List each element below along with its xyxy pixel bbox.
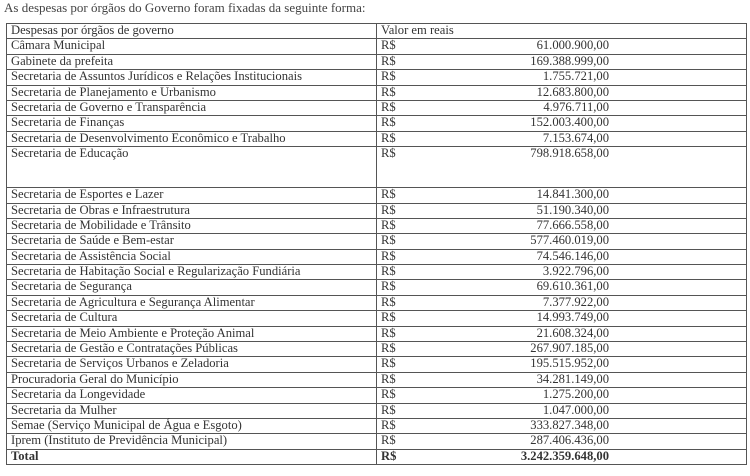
amount-cell	[425, 403, 747, 418]
amount-cell	[425, 357, 747, 372]
table-row	[7, 203, 747, 218]
amount-value: 333.827.348,00	[530, 417, 609, 432]
amount-value: 7.153.674,00	[542, 130, 609, 145]
currency-symbol: R$	[377, 280, 426, 295]
amount-cell	[425, 218, 747, 233]
table-row	[7, 218, 747, 233]
amount-cell	[425, 147, 747, 188]
currency-symbol: R$	[377, 147, 426, 188]
currency-symbol: R$	[377, 418, 426, 433]
table-row	[7, 311, 747, 326]
amount-cell	[425, 188, 747, 203]
amount-value: 577.460.019,00	[530, 233, 609, 248]
expenses-table	[6, 23, 747, 465]
amount-cell	[425, 342, 747, 357]
amount-cell	[425, 203, 747, 218]
currency-symbol: R$	[377, 388, 426, 403]
table-row	[7, 280, 747, 295]
agency-name: Secretaria de Educação	[7, 147, 377, 188]
header-agency: Despesas por órgãos de governo	[7, 24, 377, 39]
amount-value: 3.242.359.648,00	[520, 448, 609, 463]
currency-symbol: R$	[377, 311, 426, 326]
amount-cell	[425, 295, 747, 310]
currency-symbol: R$	[377, 131, 426, 146]
currency-symbol: R$	[377, 116, 426, 131]
amount-value: 7.377.922,00	[542, 294, 609, 309]
amount-value: 4.976.711,00	[543, 99, 609, 114]
amount-value: 77.666.558,00	[536, 217, 609, 232]
agency-name: Secretaria de Desenvolvimento Econômico e Trabalho	[7, 131, 377, 146]
intro-text: As despesas por órgãos do Governo foram fixadas da seguinte forma:	[4, 0, 366, 15]
currency-symbol: R$	[377, 265, 426, 280]
total-row	[7, 449, 747, 464]
amount-cell	[425, 249, 747, 264]
table-row	[7, 418, 747, 433]
agency-name: Secretaria da Mulher	[7, 403, 377, 418]
amount-cell	[425, 449, 747, 464]
agency-name: Secretaria de Assistência Social	[7, 249, 377, 264]
amount-cell	[425, 70, 747, 85]
table-row	[7, 116, 747, 131]
table-row	[7, 372, 747, 387]
amount-value: 51.190.340,00	[536, 202, 609, 217]
currency-symbol: R$	[377, 403, 426, 418]
agency-name: Secretaria de Esportes e Lazer	[7, 188, 377, 203]
table-row	[7, 234, 747, 249]
amount-value: 267.907.185,00	[530, 341, 609, 356]
currency-symbol: R$	[377, 372, 426, 387]
table-row	[7, 100, 747, 115]
agency-name: Secretaria de Agricultura e Segurança Alimentar	[7, 295, 377, 310]
amount-value: 1.275.200,00	[542, 387, 609, 402]
agency-name: Secretaria de Meio Ambiente e Proteção Animal	[7, 326, 377, 341]
amount-value: 12.683.800,00	[536, 84, 609, 99]
agency-name: Procuradoria Geral do Município	[7, 372, 377, 387]
agency-name: Câmara Municipal	[7, 39, 377, 54]
currency-symbol: R$	[377, 203, 426, 218]
agency-name: Secretaria da Longevidade	[7, 388, 377, 403]
table-row	[7, 388, 747, 403]
table-row	[7, 357, 747, 372]
amount-cell	[425, 100, 747, 115]
agency-name: Secretaria de Habitação Social e Regularização Fundiária	[7, 265, 377, 280]
header-value: Valor em reais	[377, 24, 747, 39]
agency-name: Secretaria de Assuntos Jurídicos e Relações Institucionais	[7, 70, 377, 85]
amount-value: 74.546.146,00	[536, 248, 609, 263]
amount-value: 21.608.324,00	[536, 325, 609, 340]
currency-symbol: R$	[377, 249, 426, 264]
amount-value: 798.918.658,00	[530, 146, 609, 161]
agency-name: Gabinete da prefeita	[7, 54, 377, 69]
agency-name: Total	[7, 449, 377, 464]
amount-cell	[425, 234, 747, 249]
table-row	[7, 39, 747, 54]
agency-name: Secretaria de Segurança	[7, 280, 377, 295]
amount-value: 169.388.999,00	[530, 53, 609, 68]
currency-symbol: R$	[377, 326, 426, 341]
amount-cell	[425, 39, 747, 54]
table-row	[7, 131, 747, 146]
currency-symbol: R$	[377, 39, 426, 54]
currency-symbol: R$	[377, 188, 426, 203]
amount-cell	[425, 372, 747, 387]
table-row	[7, 249, 747, 264]
currency-symbol: R$	[377, 54, 426, 69]
currency-symbol: R$	[377, 449, 426, 464]
table-row	[7, 434, 747, 449]
table-header-row	[7, 24, 747, 39]
amount-cell	[425, 280, 747, 295]
currency-symbol: R$	[377, 295, 426, 310]
amount-cell	[425, 434, 747, 449]
agency-name: Secretaria de Gestão e Contratações Públicas	[7, 342, 377, 357]
amount-cell	[425, 54, 747, 69]
agency-name: Secretaria de Serviços Urbanos e Zeladoria	[7, 357, 377, 372]
amount-cell	[425, 265, 747, 280]
amount-cell	[425, 311, 747, 326]
amount-cell	[425, 388, 747, 403]
table-row	[7, 342, 747, 357]
agency-name: Secretaria de Obras e Infraestrutura	[7, 203, 377, 218]
currency-symbol: R$	[377, 342, 426, 357]
amount-value: 195.515.952,00	[530, 356, 609, 371]
amount-value: 1.755.721,00	[542, 69, 609, 84]
amount-value: 3.922.796,00	[542, 264, 609, 279]
agency-name: Secretaria de Governo e Transparência	[7, 100, 377, 115]
table-row	[7, 295, 747, 310]
agency-name: Secretaria de Planejamento e Urbanismo	[7, 85, 377, 100]
table-row	[7, 54, 747, 69]
amount-value: 1.047.000,00	[542, 402, 609, 417]
amount-value: 61.000.900,00	[536, 38, 609, 53]
currency-symbol: R$	[377, 234, 426, 249]
amount-value: 14.841.300,00	[536, 187, 609, 202]
agency-name: Secretaria de Saúde e Bem-estar	[7, 234, 377, 249]
amount-value: 14.993.749,00	[536, 310, 609, 325]
agency-name: Iprem (Instituto de Previdência Municipal)	[7, 434, 377, 449]
agency-name: Secretaria de Finanças	[7, 116, 377, 131]
amount-cell	[425, 326, 747, 341]
table-row	[7, 265, 747, 280]
agency-name: Secretaria de Mobilidade e Trânsito	[7, 218, 377, 233]
amount-cell	[425, 116, 747, 131]
table-row	[7, 188, 747, 203]
amount-value: 69.610.361,00	[536, 279, 609, 294]
currency-symbol: R$	[377, 85, 426, 100]
currency-symbol: R$	[377, 70, 426, 85]
amount-cell	[425, 418, 747, 433]
currency-symbol: R$	[377, 357, 426, 372]
table-row	[7, 326, 747, 341]
amount-value: 34.281.149,00	[536, 371, 609, 386]
amount-value: 152.003.400,00	[530, 115, 609, 130]
table-row	[7, 70, 747, 85]
currency-symbol: R$	[377, 434, 426, 449]
amount-cell	[425, 131, 747, 146]
agency-name: Secretaria de Cultura	[7, 311, 377, 326]
table-row	[7, 85, 747, 100]
currency-symbol: R$	[377, 100, 426, 115]
table-row	[7, 403, 747, 418]
amount-cell	[425, 85, 747, 100]
amount-value: 287.406.436,00	[530, 433, 609, 448]
agency-name: Semae (Serviço Municipal de Água e Esgoto)	[7, 418, 377, 433]
currency-symbol: R$	[377, 218, 426, 233]
table-row	[7, 147, 747, 188]
